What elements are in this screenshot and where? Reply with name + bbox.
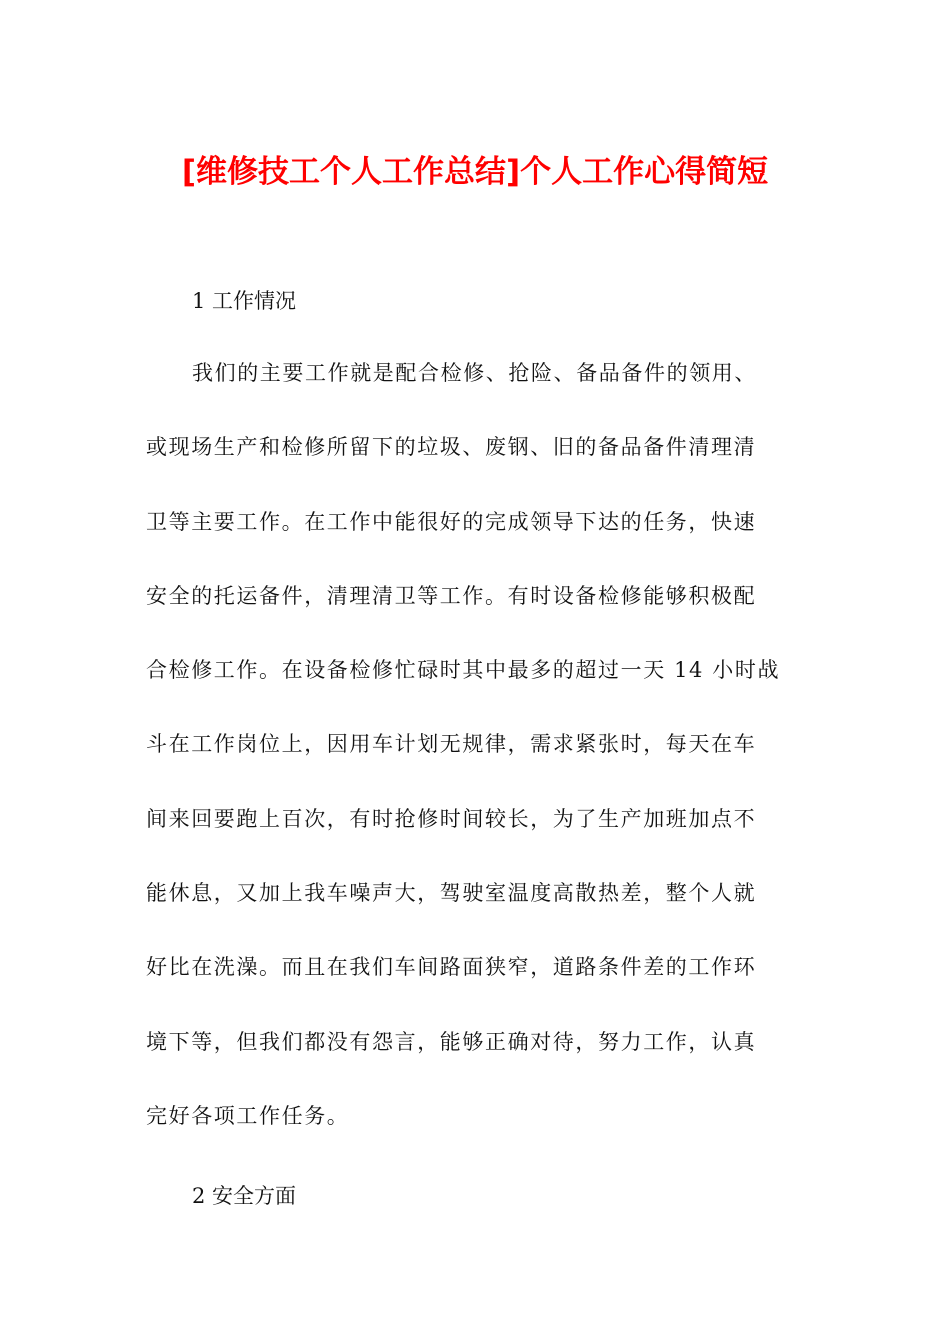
document-title: [维修技工个人工作总结]个人工作心得简短 <box>181 154 769 190</box>
paragraph-line: 好比在洗澡。而且在我们车间路面狭窄，道路条件差的工作环 <box>146 955 757 980</box>
section-heading-safety: 2 安全方面 <box>192 1184 297 1208</box>
section-heading-work-situation: 1 工作情况 <box>192 289 297 313</box>
section-body-work-situation <box>146 350 806 1167</box>
paragraph-line: 能休息，又加上我车噪声大，驾驶室温度高散热差，整个人就 <box>146 881 757 906</box>
paragraph-line: 卫等主要工作。在工作中能很好的完成领导下达的任务，快速 <box>146 509 757 534</box>
paragraph-line: 完好各项工作任务。 <box>146 1103 350 1128</box>
paragraph-line: 合检修工作。在设备检修忙碌时其中最多的超过一天 14 小时战 <box>146 658 781 683</box>
paragraph-line: 斗在工作岗位上，因用车计划无规律，需求紧张时，每天在车 <box>146 732 757 757</box>
paragraph-line: 安全的托运备件，清理清卫等工作。有时设备检修能够积极配 <box>146 583 757 608</box>
paragraph-line: 境下等，但我们都没有怨言，能够正确对待，努力工作，认真 <box>146 1029 757 1054</box>
paragraph-line: 我们的主要工作就是配合检修、抢险、备品备件的领用、 <box>192 361 757 385</box>
paragraph-line: 间来回要跑上百次，有时抢修时间较长，为了生产加班加点不 <box>146 806 757 831</box>
paragraph-line: 或现场生产和检修所留下的垃圾、废钢、旧的备品备件清理清 <box>146 435 757 460</box>
